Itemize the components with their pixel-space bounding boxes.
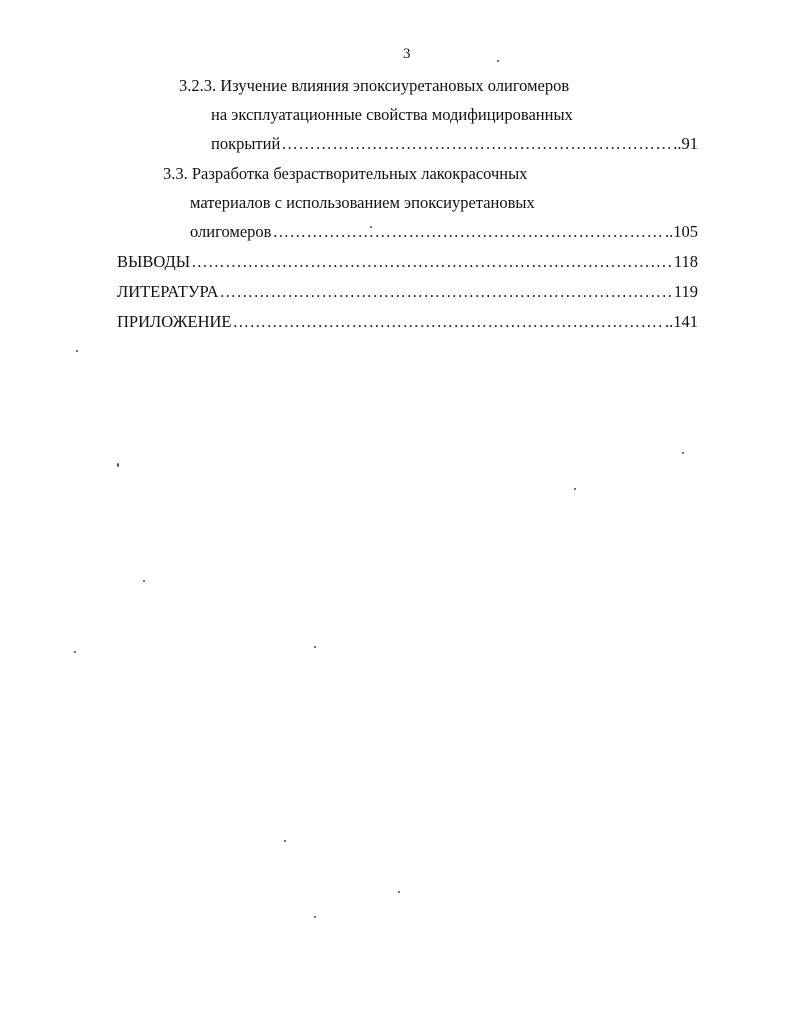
scan-speck bbox=[143, 580, 145, 582]
toc-entry-3-3-line-2: материалов с использованием эпоксиуретановых bbox=[190, 193, 535, 212]
toc-entry-conclusions-page: 118 bbox=[673, 252, 698, 271]
toc-entry-literature-page: 119 bbox=[673, 282, 698, 301]
scan-speck bbox=[117, 463, 119, 467]
scan-speck bbox=[74, 651, 76, 653]
scan-speck bbox=[370, 226, 372, 228]
toc-entry-literature[interactable] bbox=[117, 281, 698, 303]
page-number: 3 bbox=[403, 46, 411, 62]
toc-entry-3-2-3-text: покрытий bbox=[211, 134, 281, 153]
scan-speck bbox=[314, 916, 316, 918]
toc-dot-leader bbox=[281, 133, 672, 155]
toc-entry-literature-text: ЛИТЕРАТУРА bbox=[117, 282, 219, 301]
toc-entry-appendix-page: ..141 bbox=[665, 312, 698, 331]
scan-speck bbox=[497, 60, 499, 62]
toc-dot-leader bbox=[232, 311, 664, 333]
scan-speck bbox=[682, 452, 684, 454]
toc-entry-3-3-page: ..105 bbox=[665, 222, 698, 241]
toc-entry-conclusions-text: ВЫВОДЫ bbox=[117, 252, 191, 271]
toc-entry-conclusions[interactable] bbox=[117, 251, 698, 273]
toc-entry-3-2-3-page: ..91 bbox=[673, 134, 698, 153]
scan-speck bbox=[574, 488, 576, 490]
scan-speck bbox=[284, 840, 286, 842]
toc-entry-3-3-text: олигомеров bbox=[190, 222, 272, 241]
toc-entry-appendix-text: ПРИЛОЖЕНИЕ bbox=[117, 312, 232, 331]
scan-speck bbox=[76, 350, 78, 352]
toc-dot-leader bbox=[191, 251, 673, 273]
scan-speck bbox=[398, 891, 400, 893]
scan-speck bbox=[314, 646, 316, 648]
toc-entry-3-3-leader-line[interactable] bbox=[190, 221, 698, 243]
toc-entry-3-3-line-1: 3.3. Разработка безрастворительных лакокрасочных bbox=[163, 164, 528, 183]
toc-dot-leader bbox=[220, 281, 673, 303]
toc-entry-3-2-3-line-1: 3.2.3. Изучение влияния эпоксиуретановых олигомеров bbox=[179, 76, 570, 95]
toc-entry-3-2-3-line-2: на эксплуатационные свойства модифицированных bbox=[211, 105, 573, 124]
toc-entry-appendix[interactable] bbox=[117, 311, 698, 333]
toc-dot-leader bbox=[272, 221, 664, 243]
toc-entry-3-2-3-leader-line[interactable] bbox=[211, 133, 698, 155]
